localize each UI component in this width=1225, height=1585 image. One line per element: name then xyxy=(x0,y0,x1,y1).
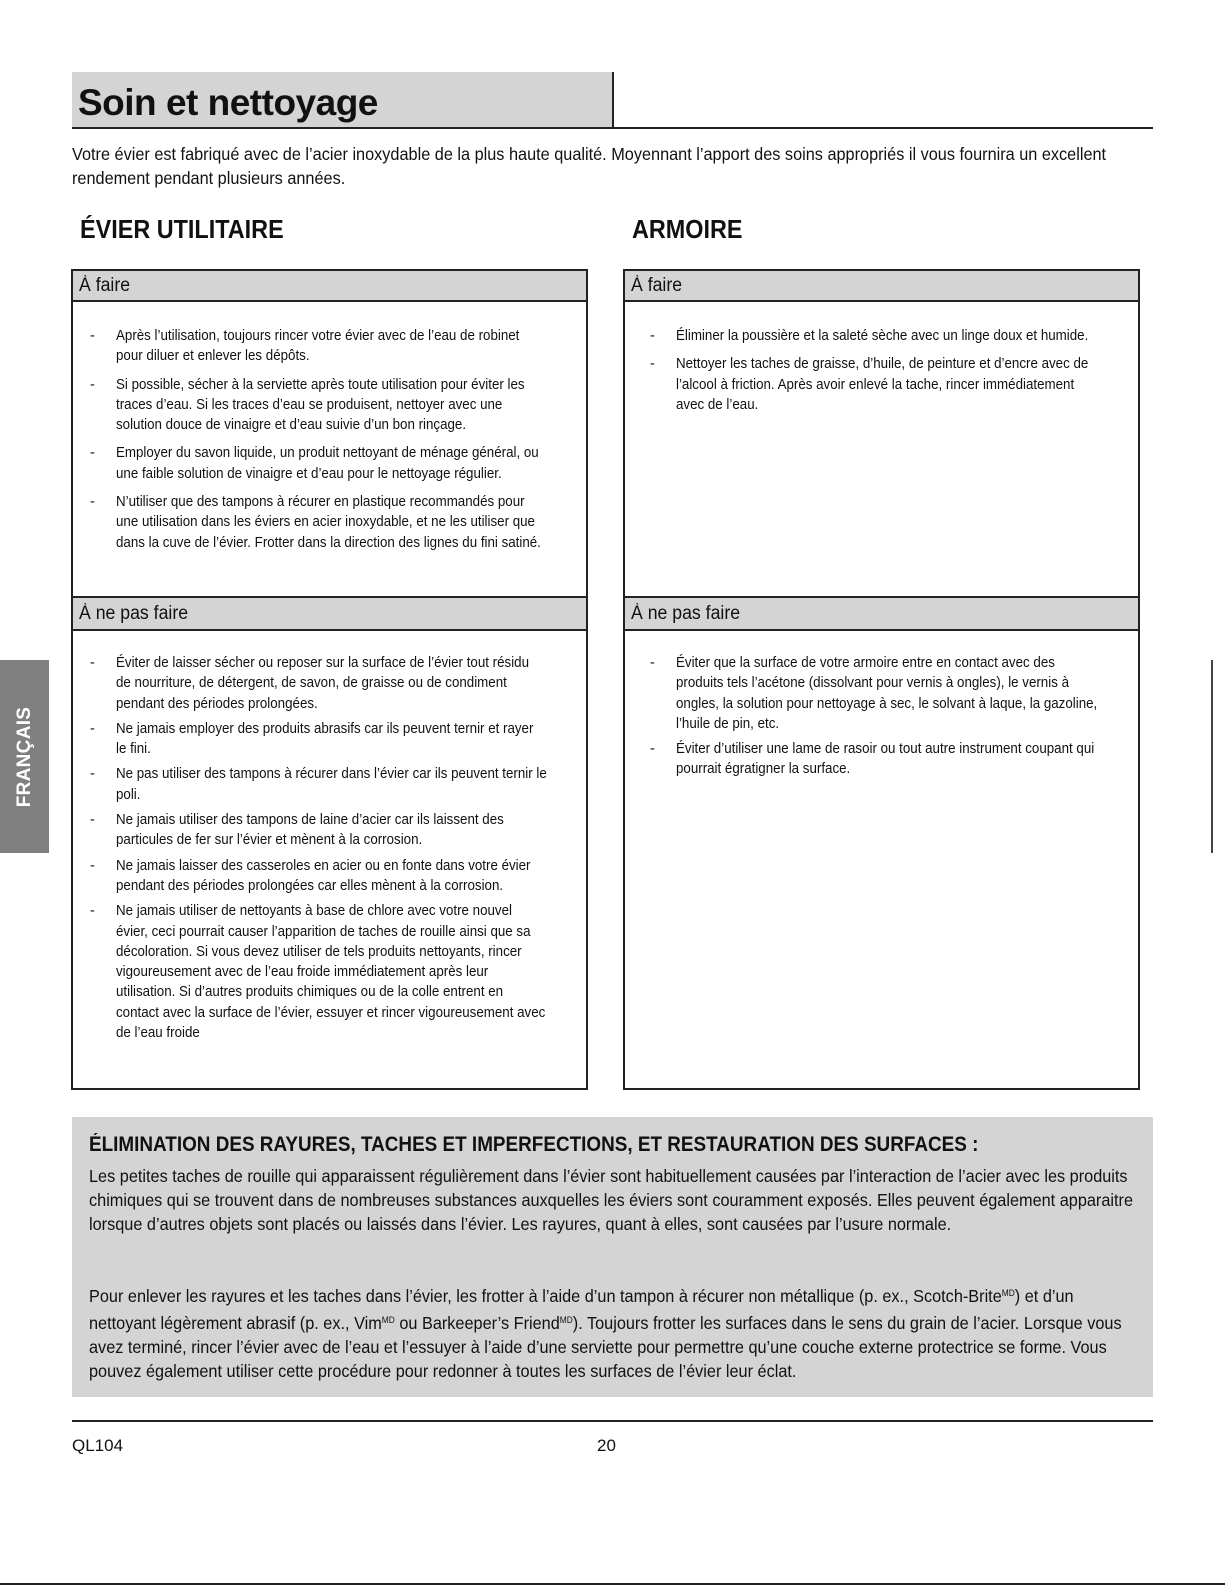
restoration-paragraph-2: Pour enlever les rayures et les taches dans l’évier, les frotter à l’aide d’un tampon à récurer non métallique (p. ex., Scotch-Brite$^{MD}$) et d’un nettoyant légèrement abrasif (p. ex., Vim$^{MD}$ ou Barkeeper’s Friend$^{MD}$). Toujours frotter les surfaces dans le sens du grain de l’acier. Lorsque vous avez terminé, rincer l’évier avec de l’eau et l’essuyer à l’aide d’une serviette pour permettre qu’une couche externe protectrice se forme. Vous pouvez également utiliser cette procédure pour redonner à toutes les surfaces de l’évier leur éclat. xyxy=(89,1286,1122,1381)
do-list xyxy=(650,326,1105,415)
title-band xyxy=(72,72,614,129)
title-rule xyxy=(72,127,1153,129)
list-item: - Si possible, sécher à la serviette après toute utilisation pour éviter les traces d’eau. Si les traces d’eau se produisent, nettoyer avec une solution douce de vinaigre et d’eau suivie d’un bon rinçage. xyxy=(90,375,550,436)
model-number: QL104 xyxy=(72,1436,124,1455)
list-item: - Éviter que la surface de votre armoire entre en contact avec des produits tels l’acétone (dissolvant pour vernis à ongles), le vernis à ongles, la solution pour nettoyage à sec, le solvant à laque, la gazoline, l’huile de pin, etc. xyxy=(650,653,1105,734)
dont-list xyxy=(650,653,1105,780)
list-item: - N’utiliser que des tampons à récurer en plastique recommandés pour une utilisation dans les éviers en acier inoxydable, et ne les utiliser que dans la cuve de l’évier. Frotter dans la direction des lignes du fini satiné. xyxy=(90,492,550,553)
language-tab-label: FRANÇAIS xyxy=(13,706,35,807)
page-title: Soin et nettoyage xyxy=(78,82,378,123)
list-item: - Ne jamais utiliser des tampons de laine d’acier car ils laissent des particules de fer sur l’évier et mènent à la corrosion. xyxy=(90,810,550,851)
list-item: - Éliminer la poussière et la saleté sèche avec un linge doux et humide. xyxy=(650,326,1105,346)
language-tab xyxy=(0,660,49,853)
do-list xyxy=(90,326,550,553)
list-item: - Nettoyer les taches de graisse, d’huile, de peinture et d’encre avec de l’alcool à friction. Après avoir enlevé la tache, rincer immédiatement avec de l’eau. xyxy=(650,354,1105,415)
do-header: À faire xyxy=(625,271,1138,302)
dont-list xyxy=(90,653,550,1043)
restoration-heading: ÉLIMINATION DES RAYURES, TACHES ET IMPERFECTIONS, ET RESTAURATION DES SURFACES : xyxy=(89,1133,979,1156)
list-item: - Employer du savon liquide, un produit nettoyant de ménage général, ou une faible solution de vinaigre et d’eau pour le nettoyage régulier. xyxy=(90,443,550,484)
restoration-paragraph-1: Les petites taches de rouille qui apparaissent régulièrement dans l’évier sont habituellement causées par l’interaction de l’acier avec les produits chimiques qui se trouvent dans de nombreuses substances auxquelles les éviers sont couramment exposés. Elles peuvent également apparaitre lorsque d’autres objets sont placés ou laissés dans l’évier. Les rayures, quant à elles, sont causées par l’usure normale. xyxy=(89,1166,1134,1234)
list-item: - Ne jamais employer des produits abrasifs car ils peuvent ternir et rayer le fini. xyxy=(90,719,550,760)
right-care-box xyxy=(623,269,1140,1090)
do-header: À faire xyxy=(73,271,586,302)
right-column-heading: ARMOIRE xyxy=(632,214,743,244)
list-item: - Ne pas utiliser des tampons à récurer dans l’évier car ils peuvent ternir le poli. xyxy=(90,764,550,805)
list-item: - Éviter d’utiliser une lame de rasoir ou tout autre instrument coupant qui pourrait égratigner la surface. xyxy=(650,739,1105,780)
restoration-panel xyxy=(72,1117,1153,1397)
list-item: - Éviter de laisser sécher ou reposer sur la surface de l’évier tout résidu de nourriture, de détergent, de savon, de graisse ou de condiment pendant des périodes prolongées. xyxy=(90,653,550,714)
dont-header: À ne pas faire xyxy=(73,596,586,631)
left-column-heading: ÉVIER UTILITAIRE xyxy=(80,214,284,244)
list-item: - Après l’utilisation, toujours rincer votre évier avec de l’eau de robinet pour diluer et enlever les dépôts. xyxy=(90,326,550,367)
footer-rule xyxy=(72,1420,1153,1422)
list-item: - Ne jamais utiliser de nettoyants à base de chlore avec votre nouvel évier, ceci pourrait causer l’apparition de taches de rouille ainsi que sa décoloration. Si vous devez utiliser de tels produits nettoyants, rincer vigoureusement avec de l’eau froide immédiatement après leur utilisation. Si d’autres produits chimiques ou de la colle entrent en contact avec la surface de l’évier, essuyer et rincer vigoureusement avec de l’eau froide xyxy=(90,901,550,1043)
page-edge-mark xyxy=(1211,660,1213,853)
left-care-box xyxy=(71,269,588,1090)
intro-paragraph: Votre évier est fabriqué avec de l’acier inoxydable de la plus haute qualité. Moyennant l’apport des soins appropriés il vous fournira un excellent rendement pendant plusieurs années. xyxy=(72,144,1107,188)
list-item: - Ne jamais laisser des casseroles en acier ou en fonte dans votre évier pendant des périodes prolongées car elles mènent à la corrosion. xyxy=(90,856,550,897)
dont-header: À ne pas faire xyxy=(625,596,1138,631)
page-number: 20 xyxy=(597,1436,616,1455)
